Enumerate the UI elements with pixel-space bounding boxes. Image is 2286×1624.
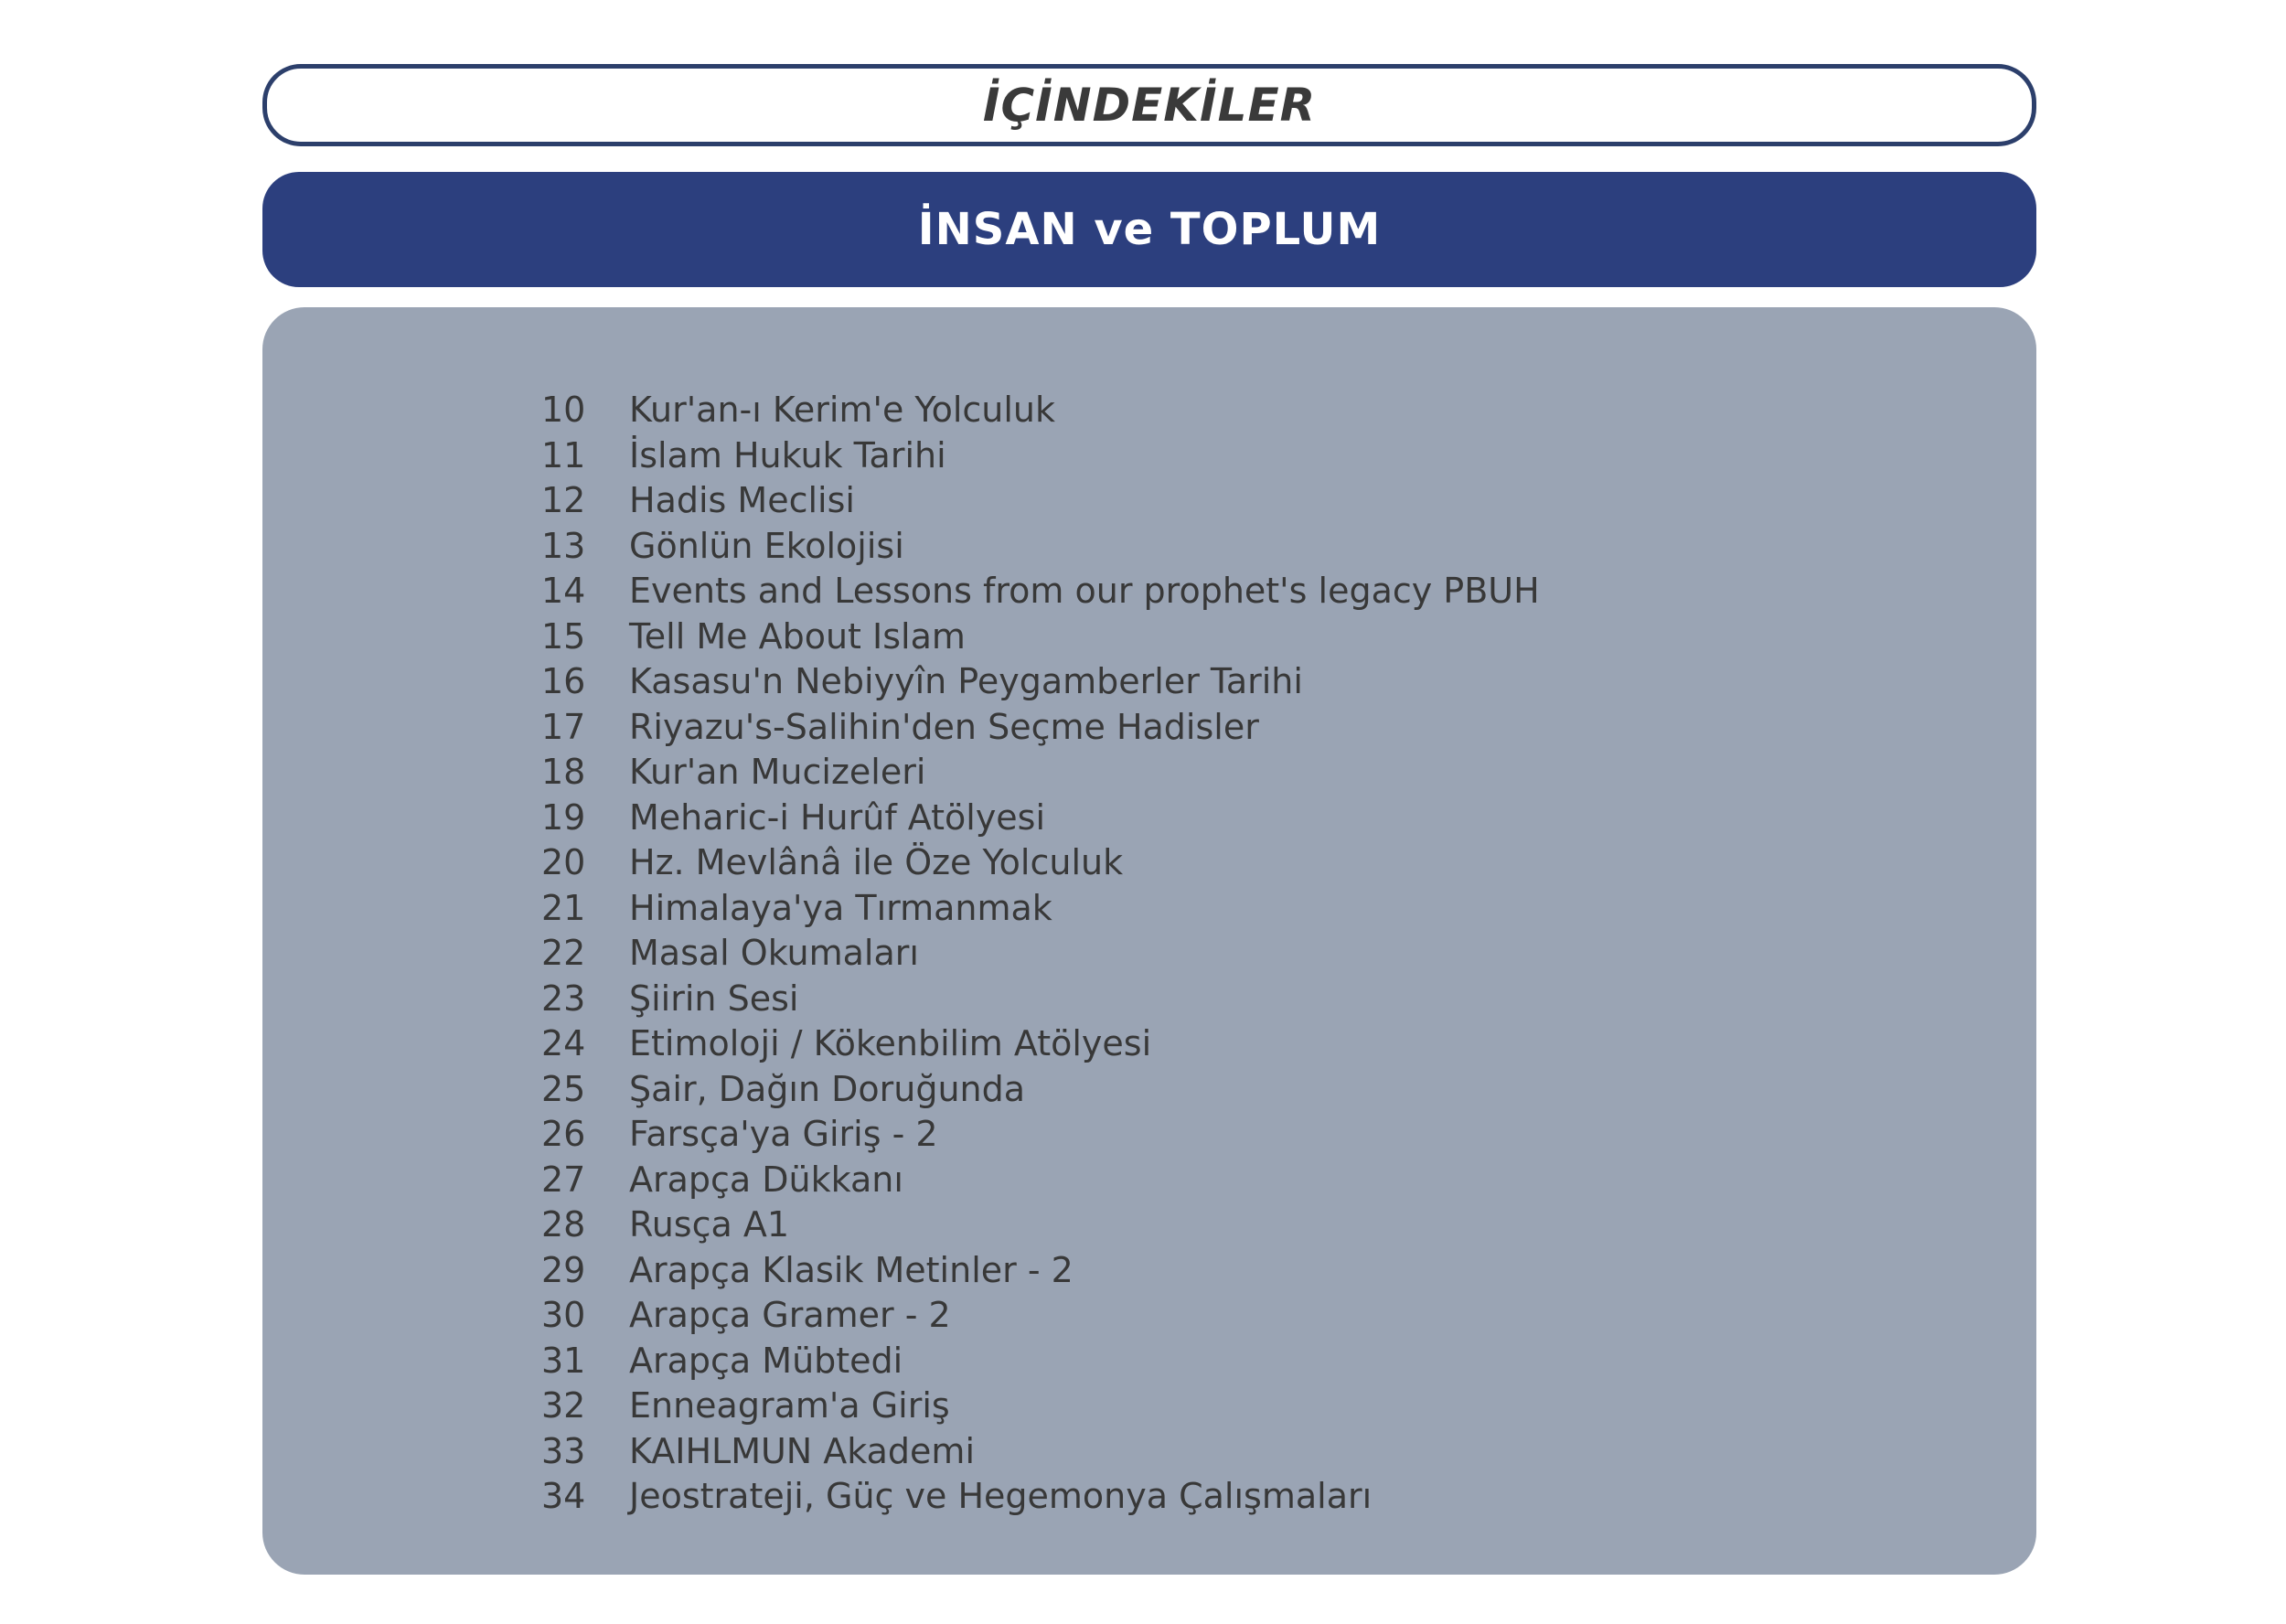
toc-page-number: 13 <box>541 525 586 566</box>
toc-entry-title: Arapça Klasik Metinler - 2 <box>629 1249 1074 1290</box>
toc-entry-title: Riyazu's-Salihin'den Seçme Hadisler <box>629 706 1259 747</box>
toc-page-number: 24 <box>541 1023 586 1063</box>
toc-entry-title: Enneagram'a Giriş <box>629 1385 950 1426</box>
toc-page-number: 14 <box>541 571 586 611</box>
contents-title: İÇİNDEKİLER <box>982 79 1317 132</box>
toc-entry[interactable] <box>541 797 1540 843</box>
toc-entry-title: Etimoloji / Kökenbilim Atölyesi <box>629 1023 1152 1063</box>
toc-page-number: 16 <box>541 661 586 701</box>
toc-entry[interactable] <box>541 1114 1540 1159</box>
toc-page-number: 15 <box>541 615 586 657</box>
toc-page-number: 17 <box>541 706 586 747</box>
toc-entry-title: Kur'an Mucizeleri <box>629 752 926 792</box>
toc-entry[interactable] <box>541 933 1540 978</box>
toc-entry-title: İslam Hukuk Tarihi <box>629 434 946 475</box>
toc-entry-title: Hz. Mevlânâ ile Öze Yolculuk <box>629 842 1124 882</box>
toc-entry[interactable] <box>541 616 1540 662</box>
toc-page-number: 25 <box>541 1068 586 1109</box>
toc-entry[interactable] <box>541 1385 1540 1431</box>
toc-entry-title: Kasasu'n Nebiyyîn Peygamberler Tarihi <box>629 661 1303 701</box>
toc-entry-title: Şair, Dağın Doruğunda <box>629 1068 1026 1109</box>
toc-page-number: 11 <box>541 434 586 475</box>
section-title: İNSAN ve TOPLUM <box>917 204 1382 255</box>
toc-page-number: 33 <box>541 1430 586 1471</box>
toc-page-number: 12 <box>541 480 586 520</box>
toc-page-number: 32 <box>541 1385 586 1426</box>
toc-entry-title: Arapça Gramer - 2 <box>629 1295 951 1335</box>
toc-page-number: 31 <box>541 1340 586 1381</box>
toc-entry[interactable] <box>541 752 1540 797</box>
toc-entry[interactable] <box>541 1476 1540 1522</box>
toc-entry[interactable] <box>541 1341 1540 1386</box>
toc-entry-title: Gönlün Ekolojisi <box>629 525 904 566</box>
toc-entry-title: Meharic-i Hurûf Atölyesi <box>629 796 1046 838</box>
toc-entry-title: Jeostrateji, Güç ve Hegemonya Çalışmaları <box>629 1476 1373 1516</box>
toc-page-number: 18 <box>541 752 586 792</box>
toc-entry[interactable] <box>541 1295 1540 1341</box>
section-banner <box>262 172 2036 287</box>
toc-entry[interactable] <box>541 390 1540 435</box>
toc-entry[interactable] <box>541 888 1540 934</box>
toc-entry[interactable] <box>541 1250 1540 1296</box>
toc-entry[interactable] <box>541 571 1540 616</box>
toc-entry[interactable] <box>541 435 1540 481</box>
toc-page-number: 23 <box>541 978 586 1019</box>
toc-page-number: 29 <box>541 1249 586 1290</box>
toc-page-number: 21 <box>541 887 586 928</box>
toc-page-number: 20 <box>541 842 586 882</box>
toc-entry-title: Himalaya'ya Tırmanmak <box>629 887 1052 928</box>
toc-entry-title: KAIHLMUN Akademi <box>629 1430 975 1471</box>
toc-entry[interactable] <box>541 1204 1540 1250</box>
toc-page-number: 10 <box>541 390 586 430</box>
toc-page-number: 28 <box>541 1204 586 1245</box>
toc-entry-title: Masal Okumaları <box>629 933 919 973</box>
toc-entry-title: Farsça'ya Giriş - 2 <box>629 1114 938 1154</box>
toc-page-number: 19 <box>541 796 586 838</box>
toc-entry[interactable] <box>541 707 1540 753</box>
toc-entry[interactable] <box>541 1023 1540 1069</box>
toc-page-number: 26 <box>541 1114 586 1154</box>
toc-entry[interactable] <box>541 1159 1540 1205</box>
toc-entry[interactable] <box>541 526 1540 572</box>
toc-entry[interactable] <box>541 1069 1540 1115</box>
toc-entry[interactable] <box>541 661 1540 707</box>
toc-entry-title: Kur'an-ı Kerim'e Yolculuk <box>629 390 1056 430</box>
contents-title-box <box>262 64 2036 146</box>
toc-panel <box>262 307 2036 1575</box>
toc-entry[interactable] <box>541 978 1540 1024</box>
toc-entry-title: Rusça A1 <box>629 1204 790 1245</box>
toc-entry[interactable] <box>541 1431 1540 1477</box>
toc-entry[interactable] <box>541 842 1540 888</box>
toc-entry-title: Hadis Meclisi <box>629 480 855 520</box>
toc-list <box>541 390 1540 1522</box>
toc-page-number: 30 <box>541 1295 586 1335</box>
toc-page-number: 27 <box>541 1159 586 1200</box>
toc-entry-title: Arapça Mübtedi <box>629 1340 903 1381</box>
toc-entry-title: Tell Me About Islam <box>629 615 966 657</box>
toc-entry-title: Arapça Dükkanı <box>629 1159 903 1200</box>
toc-entry-title: Şiirin Sesi <box>629 978 799 1019</box>
toc-entry-title: Events and Lessons from our prophet's legacy PBUH <box>629 571 1540 611</box>
toc-entry[interactable] <box>541 480 1540 526</box>
toc-page-number: 34 <box>541 1476 586 1516</box>
toc-page-number: 22 <box>541 933 586 973</box>
